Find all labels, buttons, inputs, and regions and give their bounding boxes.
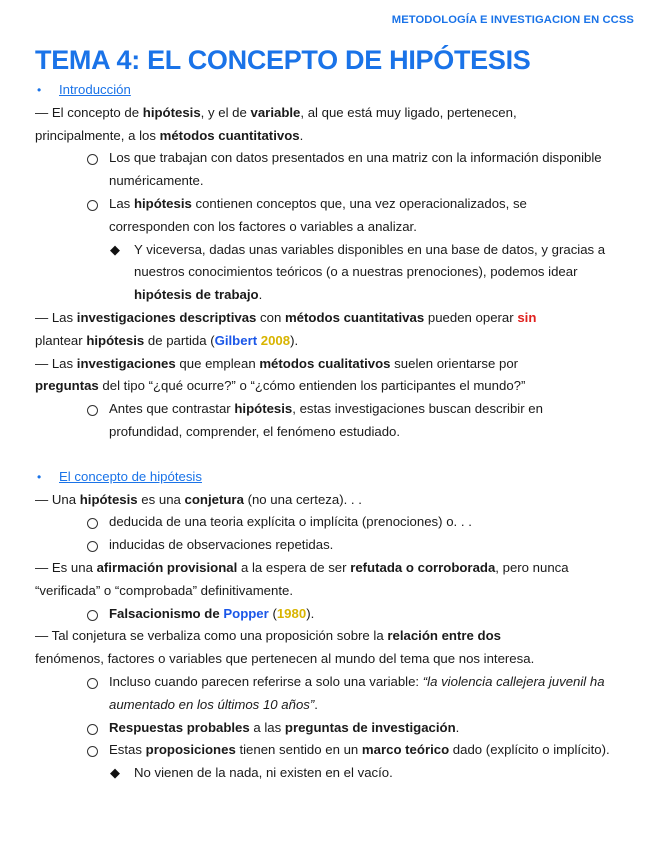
circle-bullet-icon (87, 200, 98, 211)
bullet-icon: • (37, 469, 42, 484)
section-title[interactable]: El concepto de hipótesis (59, 468, 202, 484)
circle-bullet-icon (87, 724, 98, 735)
citation-author: Gilbert (214, 332, 258, 348)
circle-bullet-icon (87, 610, 98, 621)
paragraph: — Las investigaciones que emplean métodos cualitativos suelen orientarse por (35, 355, 519, 371)
paragraph-cont: preguntas del tipo “¿qué ocurre?” o “¿cómo entienden los participantes el mundo?” (35, 378, 526, 394)
circle-bullet-icon (87, 405, 98, 416)
paragraph-cont: principalmente, a los métodos cuantitativos. (35, 127, 304, 143)
list-item: deducida de una teoria explícita o implícita (prenociones) o. . . (35, 511, 635, 534)
document-body (35, 79, 635, 785)
bullet-icon: • (37, 83, 42, 97)
circle-bullet-icon (87, 746, 98, 757)
list-item: Falsacionismo de Popper (1980). (35, 603, 635, 626)
list-item: Las hipótesis contienen conceptos que, una vez operacionalizados, se corresponden con los factores o variables a analizar. (35, 193, 635, 239)
list-item: Estas proposiciones tienen sentido en un marco teórico dado (explícito o implícito). (35, 739, 635, 762)
paragraph-cont: “verificada” o “comprobada” definitivamente. (35, 582, 294, 598)
diamond-bullet-icon: ◆ (110, 765, 120, 781)
circle-bullet-icon (87, 678, 98, 689)
list-item: Antes que contrastar hipótesis, estas investigaciones buscan describir en profundidad, comprender, el fenómeno estudiado. (35, 398, 635, 444)
citation-year: 1980 (276, 605, 307, 621)
citation-year: 2008 (260, 332, 291, 348)
section-title[interactable]: Introducción (59, 82, 131, 97)
paragraph: — Una hipótesis es una conjetura (no una certeza). . . (35, 491, 362, 507)
citation-author: Popper (223, 605, 269, 621)
list-item: Incluso cuando parecen referirse a solo una variable: “la violencia callejera juvenil ha aumentado en los últimos 10 años”. (35, 671, 635, 717)
circle-bullet-icon (87, 541, 98, 552)
document-header: METODOLOGÍA E INVESTIGACION EN CCSS (391, 14, 634, 26)
section-heading-introduccion (35, 79, 635, 102)
paragraph: — Las investigaciones descriptivas con métodos cuantitativas pueden operar sin (35, 309, 537, 325)
list-item: Los que trabajan con datos presentados en una matriz con la información disponible numéricamente. (35, 147, 635, 193)
page-title: TEMA 4: EL CONCEPTO DE HIPÓTESIS (35, 45, 531, 75)
list-item: ◆ No vienen de la nada, ni existen en el vacío. (35, 762, 635, 785)
paragraph: — Es una afirmación provisional a la espera de ser refutada o corroborada, pero nunca (35, 559, 569, 575)
diamond-bullet-icon: ◆ (110, 241, 120, 257)
section-heading-concepto (35, 466, 635, 489)
list-item: inducidas de observaciones repetidas. (35, 534, 635, 557)
circle-bullet-icon (87, 154, 98, 165)
paragraph-cont: fenómenos, factores o variables que pertenecen al mundo del tema que nos interesa. (35, 651, 535, 667)
paragraph: — Tal conjetura se verbaliza como una proposición sobre la relación entre dos (35, 628, 501, 644)
paragraph-cont: plantear hipótesis de partida (Gilbert 2008). (35, 332, 299, 348)
circle-bullet-icon (87, 518, 98, 529)
paragraph: — El concepto de hipótesis, y el de variable, al que está muy ligado, pertenecen, (35, 104, 517, 120)
list-item: Respuestas probables a las preguntas de investigación. (35, 717, 635, 740)
list-item: ◆ Y viceversa, dadas unas variables disponibles en una base de datos, y gracias a nuestros conocimientos teóricos (o a nuestras prenociones), podemos idear hipótesis de trabajo. (35, 239, 635, 307)
